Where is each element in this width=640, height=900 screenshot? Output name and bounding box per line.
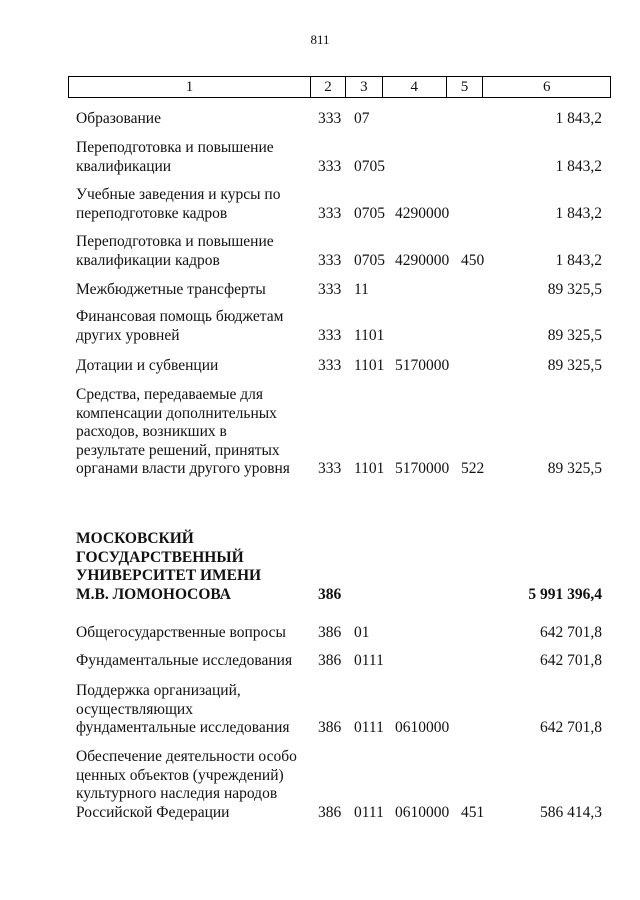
row-c3-value: 0705 bbox=[354, 204, 385, 222]
row-c3-value: 01 bbox=[354, 624, 370, 641]
row-name-line: Фундаментальные исследования bbox=[76, 652, 293, 669]
row-c2-value: 333 bbox=[318, 326, 342, 344]
row-name bbox=[76, 110, 304, 129]
column-header-row bbox=[68, 76, 611, 98]
row-name-line: Российской Федерации bbox=[76, 803, 230, 821]
row-name-line: Межбюджетные трансферты bbox=[76, 281, 266, 298]
column-header-6: 6 bbox=[542, 79, 551, 95]
row-name-line: переподготовке кадров bbox=[76, 204, 228, 222]
row-c3-value: 0111 bbox=[354, 719, 384, 736]
row-c6-value: 1 843,2 bbox=[555, 204, 602, 222]
row-c4-value: 0610000 bbox=[395, 803, 450, 821]
row-name bbox=[76, 308, 304, 345]
row-name-line: осуществляющих bbox=[76, 700, 193, 718]
row-c6-value: 642 701,8 bbox=[540, 624, 602, 641]
row-c6-value: 1 843,2 bbox=[555, 157, 602, 175]
row-c6-value: 5 991 396,4 bbox=[528, 585, 602, 603]
row-c2-value: 386 bbox=[318, 585, 342, 603]
row-c6-value: 89 325,5 bbox=[547, 281, 602, 298]
row-name bbox=[76, 233, 304, 270]
row-c6-value: 642 701,8 bbox=[540, 719, 602, 736]
row-name-line: компенсации дополнительных bbox=[76, 404, 277, 422]
row-c3-value: 1101 bbox=[354, 460, 385, 477]
row-name bbox=[76, 139, 304, 176]
row-c4-value: 0610000 bbox=[395, 719, 450, 736]
row-name bbox=[76, 748, 304, 822]
row-c3-value: 0705 bbox=[354, 157, 385, 175]
row-name bbox=[76, 530, 304, 604]
page-number: 811 bbox=[310, 32, 330, 47]
column-header-4: 4 bbox=[383, 77, 447, 97]
row-name-line: Обеспечение деятельности особо bbox=[76, 748, 297, 765]
row-name-line: Финансовая помощь бюджетам bbox=[76, 308, 284, 325]
row-c2-value: 386 bbox=[318, 624, 342, 641]
row-name-line: результате решений, принятых bbox=[76, 441, 280, 459]
row-name-line: других уровней bbox=[76, 326, 180, 344]
row-c2-value: 333 bbox=[318, 204, 342, 222]
row-name-line: Образование bbox=[76, 110, 161, 127]
row-c4-value: 5170000 bbox=[395, 357, 450, 374]
row-c5-value: 450 bbox=[461, 251, 485, 269]
row-c5-value: 451 bbox=[461, 803, 485, 821]
row-name bbox=[76, 624, 304, 643]
row-c3-value: 1101 bbox=[354, 326, 385, 344]
column-header-1: 1 bbox=[69, 77, 311, 97]
row-c6-value: 89 325,5 bbox=[547, 357, 602, 374]
row-name bbox=[76, 281, 304, 300]
row-c2-value: 333 bbox=[318, 281, 342, 298]
row-c2-value: 333 bbox=[318, 251, 342, 269]
row-name-line: Поддержка организаций, bbox=[76, 682, 241, 699]
row-name-line: квалификации bbox=[76, 157, 172, 175]
column-header-3: 3 bbox=[346, 77, 383, 97]
row-name-line: квалификации кадров bbox=[76, 251, 220, 269]
row-name bbox=[76, 682, 304, 738]
row-name-line: Учебные заведения и курсы по bbox=[76, 186, 281, 203]
row-name bbox=[76, 186, 304, 223]
row-name bbox=[76, 386, 304, 479]
row-c2-value: 333 bbox=[318, 110, 342, 127]
row-c6-value: 1 843,2 bbox=[555, 251, 602, 269]
column-header-2: 2 bbox=[311, 77, 346, 97]
column-header-5: 5 bbox=[447, 77, 484, 97]
row-c2-value: 333 bbox=[318, 460, 342, 477]
row-name-line: органами власти другого уровня bbox=[76, 460, 290, 477]
row-c3-value: 07 bbox=[354, 110, 370, 127]
row-c3-value: 0705 bbox=[354, 251, 385, 269]
row-name-line: Переподготовка и повышение bbox=[76, 139, 274, 156]
row-name-line: Переподготовка и повышение bbox=[76, 233, 274, 250]
row-c6-value: 89 325,5 bbox=[547, 326, 602, 344]
row-name bbox=[76, 357, 304, 376]
row-c6-value: 1 843,2 bbox=[555, 110, 602, 127]
row-name bbox=[76, 652, 304, 671]
row-c5-value: 522 bbox=[461, 460, 485, 477]
row-c2-value: 333 bbox=[318, 357, 342, 374]
row-name-line: М.В. ЛОМОНОСОВА bbox=[76, 585, 231, 603]
row-c4-value: 5170000 bbox=[395, 460, 450, 477]
row-c2-value: 386 bbox=[318, 719, 342, 736]
row-c3-value: 0111 bbox=[354, 803, 384, 821]
row-name-line: фундаментальные исследования bbox=[76, 719, 290, 736]
row-c6-value: 642 701,8 bbox=[540, 652, 602, 669]
row-name-line: ГОСУДАРСТВЕННЫЙ bbox=[76, 548, 244, 566]
row-c4-value: 4290000 bbox=[395, 204, 450, 222]
row-name-line: Общегосударственные вопросы bbox=[76, 624, 286, 641]
row-name-line: ценных объектов (учреждений) bbox=[76, 766, 284, 784]
row-c2-value: 386 bbox=[318, 803, 342, 821]
row-name-line: Средства, передаваемые для bbox=[76, 386, 264, 403]
row-c6-value: 586 414,3 bbox=[540, 803, 602, 821]
row-c4-value: 4290000 bbox=[395, 251, 450, 269]
row-c3-value: 0111 bbox=[354, 652, 384, 669]
row-c3-value: 11 bbox=[354, 281, 369, 298]
row-c2-value: 386 bbox=[318, 652, 342, 669]
row-name-line: УНИВЕРСИТЕТ ИМЕНИ bbox=[76, 567, 262, 584]
row-name-line: культурного наследия народов bbox=[76, 785, 278, 802]
row-c6-value: 89 325,5 bbox=[547, 460, 602, 477]
row-c3-value: 1101 bbox=[354, 357, 385, 374]
row-name-line: Дотации и субвенции bbox=[76, 357, 219, 374]
row-name-line: расходов, возникших в bbox=[76, 423, 227, 440]
row-name-line: МОСКОВСКИЙ bbox=[76, 530, 194, 547]
row-c2-value: 333 bbox=[318, 157, 342, 175]
